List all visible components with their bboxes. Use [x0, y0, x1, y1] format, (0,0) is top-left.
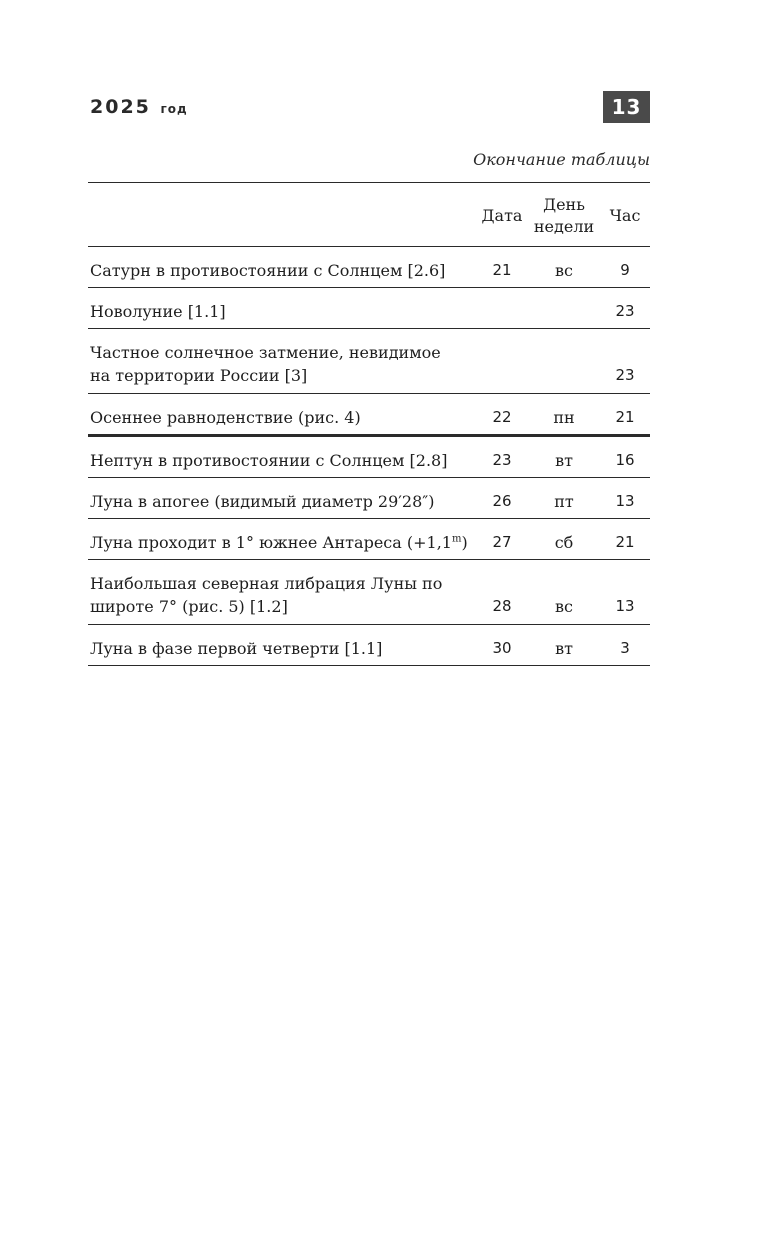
event-cell [88, 625, 476, 666]
hour-cell: 13 [615, 597, 635, 615]
table-header-row [88, 183, 650, 247]
header-hour: Час [609, 205, 641, 225]
weekday-cell [528, 288, 600, 329]
weekday-cell [528, 329, 600, 394]
event-text [90, 531, 476, 554]
table-row [88, 247, 650, 288]
page-number: 13 [603, 91, 650, 123]
header-event [88, 183, 476, 247]
event-cell [88, 288, 476, 329]
running-head [90, 96, 188, 118]
hour-cell: 13 [615, 492, 635, 510]
weekday-cell: пт [554, 492, 574, 511]
table-caption: Окончание таблицы [473, 150, 650, 169]
event-text-line1: Частное солнечное затмение, невидимое [90, 343, 441, 362]
event-cell [88, 436, 476, 478]
event-text-line2: на территории России [3] [90, 366, 308, 385]
event-cell [88, 329, 476, 394]
table-row [88, 519, 650, 560]
date-cell: 28 [492, 597, 512, 615]
header-weekday-line2: недели [533, 216, 595, 236]
date-cell: 21 [492, 261, 512, 279]
hour-cell: 9 [620, 261, 630, 279]
table-row [88, 436, 650, 478]
event-cell [88, 478, 476, 519]
date-cell [476, 288, 528, 329]
table-row [88, 478, 650, 519]
date-cell: 27 [492, 533, 512, 551]
weekday-cell: сб [554, 533, 574, 552]
running-head-year: 2025 [90, 96, 151, 118]
event-cell [88, 247, 476, 288]
event-text-line2: широте 7° (рис. 5) [1.2] [90, 597, 288, 616]
event-text-main: Луна проходит в 1° южнее Антареса (+1,1 [90, 533, 452, 552]
events-table [88, 182, 650, 666]
table-row [88, 394, 650, 436]
event-text: Луна в фазе первой четверти [1.1] [90, 639, 383, 658]
header-date: Дата [481, 205, 523, 225]
hour-cell: 21 [615, 408, 635, 426]
event-text-close: ) [461, 533, 468, 552]
table-row [88, 329, 650, 394]
hour-cell: 23 [615, 302, 635, 320]
event-cell [88, 560, 476, 625]
magnitude-superscript: m [451, 533, 462, 545]
event-text: Новолуние [1.1] [90, 302, 226, 321]
event-cell [88, 519, 476, 560]
event-text-line1: Наибольшая северная либрация Луны по [90, 574, 443, 593]
date-cell: 22 [492, 408, 512, 426]
event-text: Сатурн в противостоянии с Солнцем [2.6] [90, 261, 446, 280]
event-text: Нептун в противостоянии с Солнцем [2.8] [90, 451, 448, 470]
date-cell [476, 329, 528, 394]
table-row [88, 560, 650, 625]
hour-cell: 3 [620, 639, 630, 657]
header-weekday [528, 183, 600, 247]
date-cell: 23 [492, 451, 512, 469]
event-text: Луна в апогее (видимый диаметр 29′28″) [90, 492, 435, 511]
hour-cell: 16 [615, 451, 635, 469]
event-text: Осеннее равноденствие (рис. 4) [90, 408, 361, 427]
hour-cell: 23 [615, 366, 635, 384]
date-cell: 26 [492, 492, 512, 510]
weekday-cell: вт [555, 451, 573, 470]
header-weekday-line1: День [543, 194, 585, 214]
table-row [88, 625, 650, 666]
date-cell: 30 [492, 639, 512, 657]
event-cell [88, 394, 476, 436]
weekday-cell: вс [555, 597, 573, 616]
weekday-cell: вт [555, 639, 573, 658]
hour-cell: 21 [615, 533, 635, 551]
weekday-cell: пн [553, 408, 575, 427]
table-row [88, 288, 650, 329]
weekday-cell: вс [555, 261, 573, 280]
running-head-year-suffix: год [160, 102, 188, 116]
